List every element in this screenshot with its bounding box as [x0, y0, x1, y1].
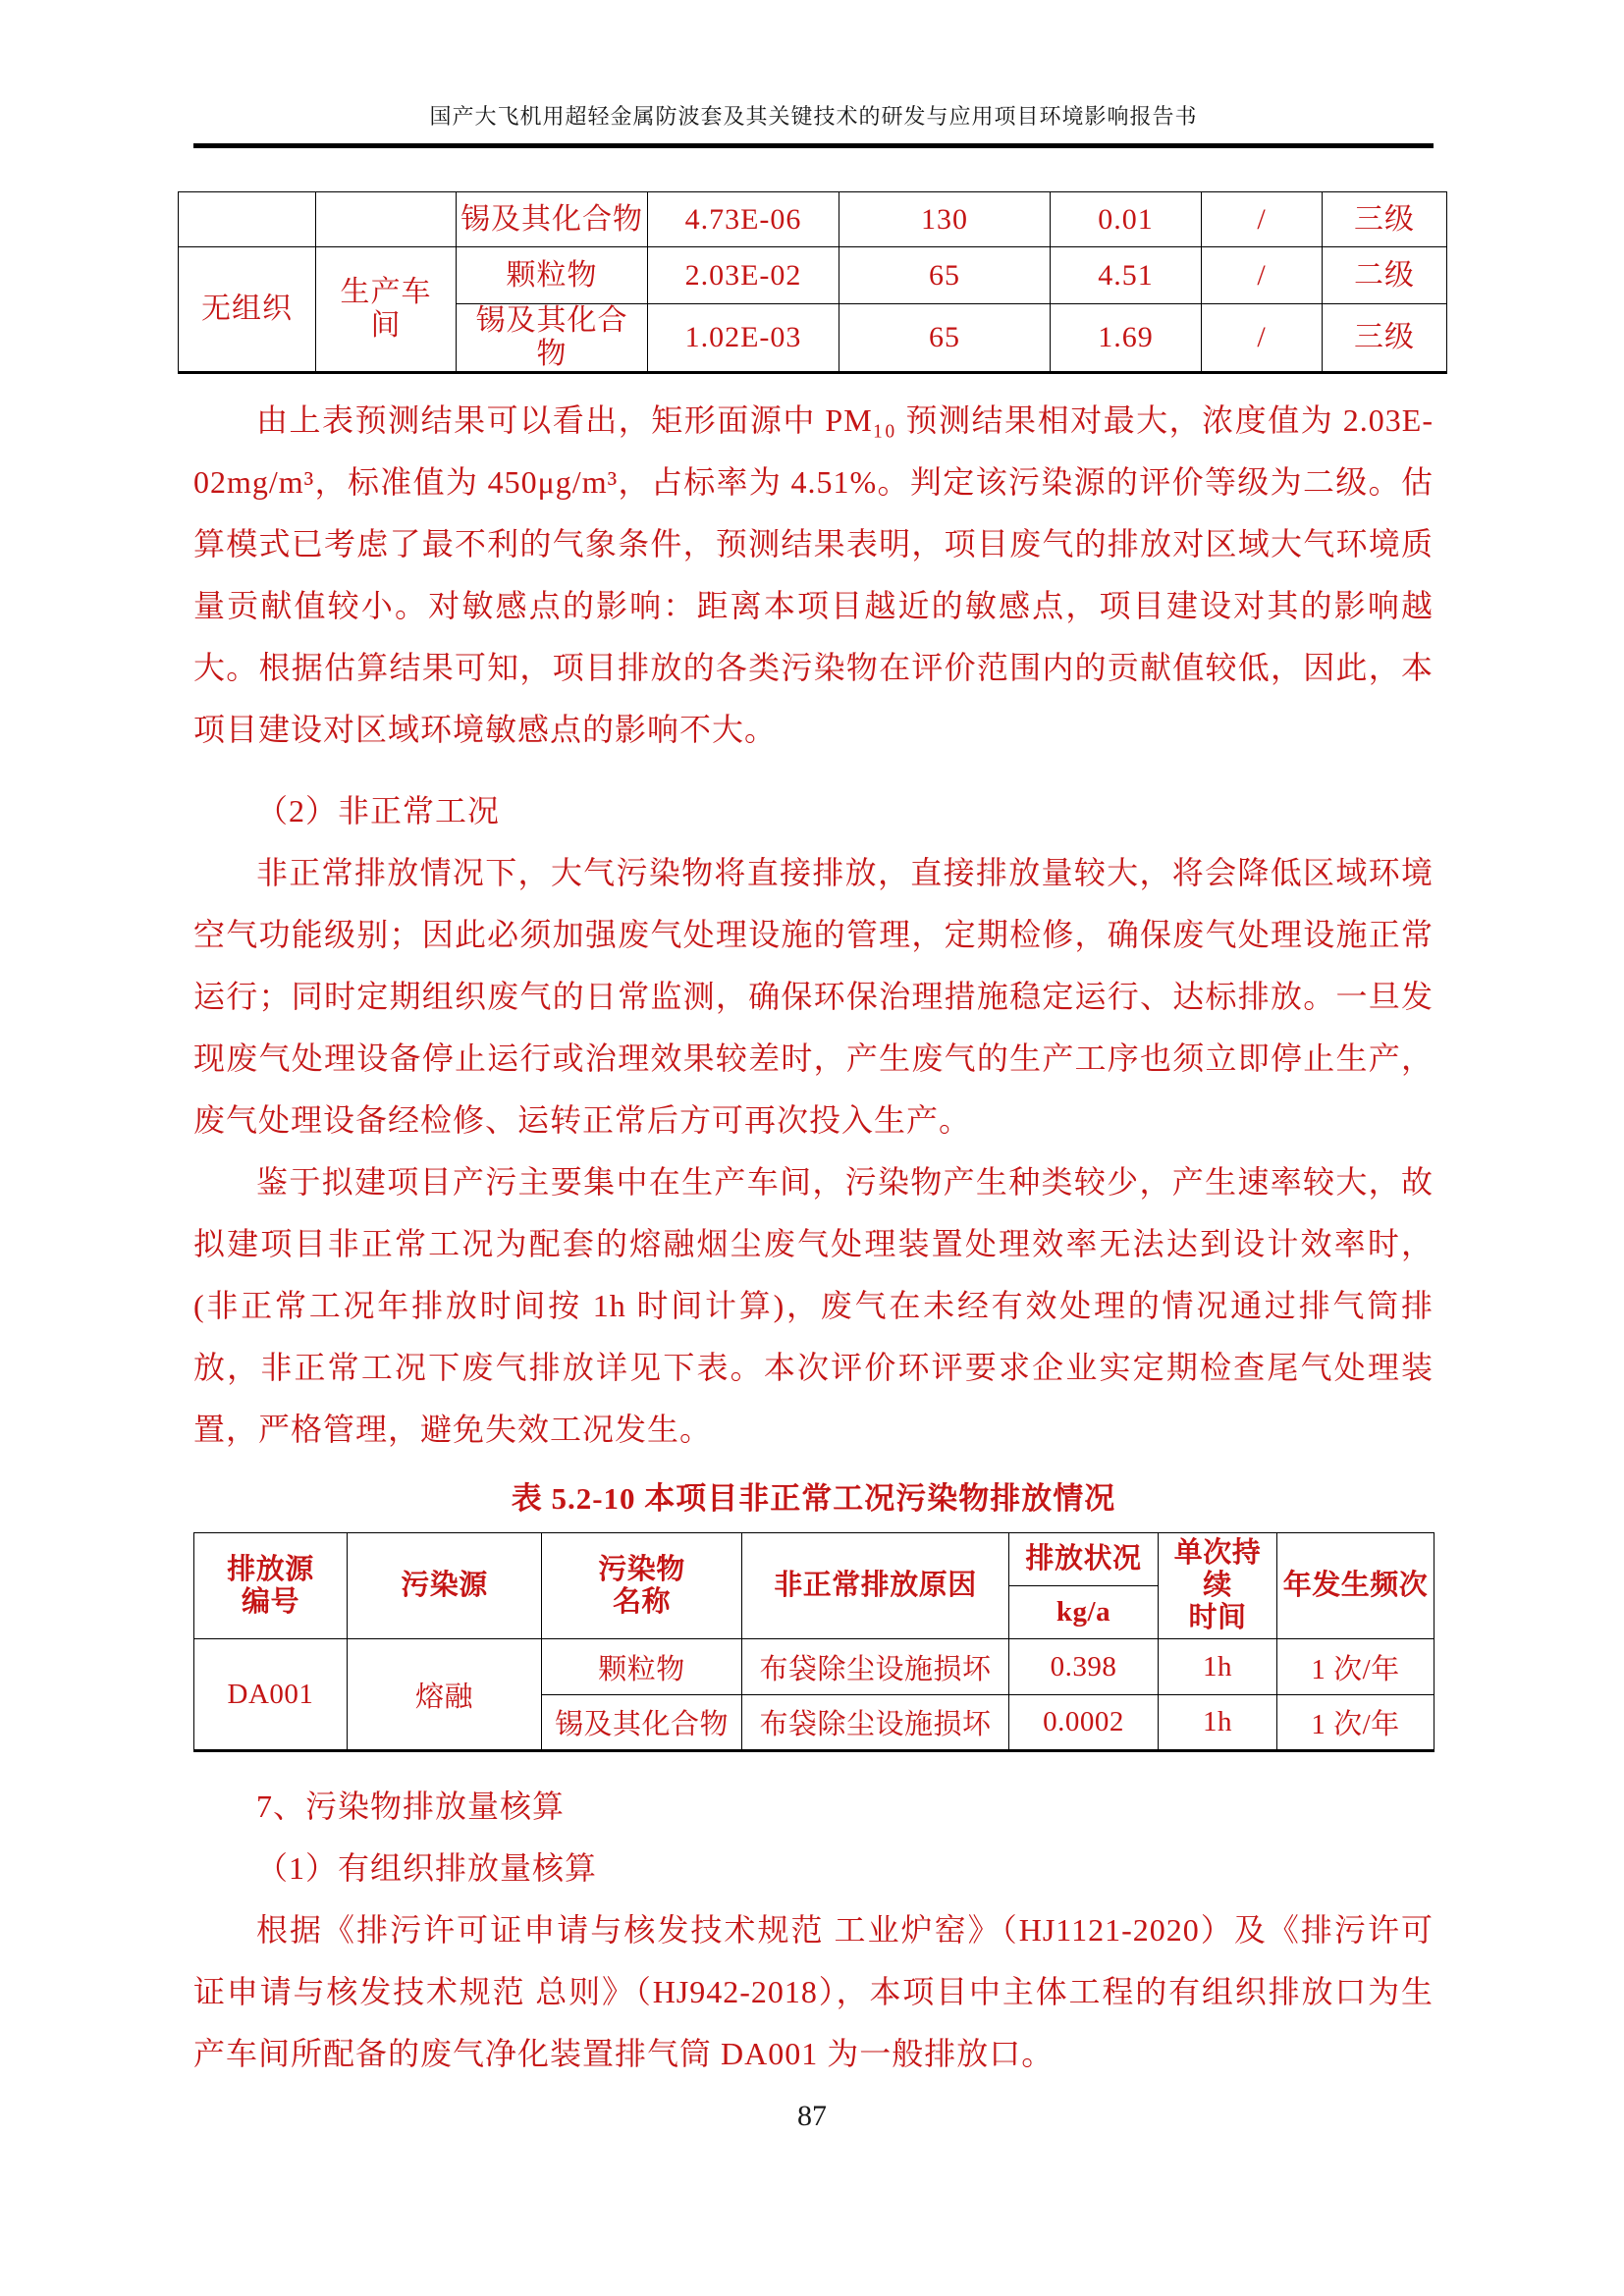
table-row: [194, 1639, 1435, 1695]
cell-standard: 65: [839, 247, 1051, 304]
cell-source-id: DA001: [194, 1639, 348, 1751]
cell-pollutant: 锡及其化合 物: [457, 304, 648, 373]
cell-source: 生产车 间: [316, 247, 457, 373]
cell-pollutant: 颗粒物: [542, 1639, 742, 1695]
cell-reason: 布袋除尘设施损坏: [742, 1639, 1009, 1695]
cell-ratio: 1.69: [1051, 304, 1202, 373]
cell-rate: 2.03E-02: [648, 247, 839, 304]
table-header-row: [194, 1533, 1435, 1586]
header-rule: [193, 143, 1434, 148]
header-source: 污染源: [348, 1533, 542, 1639]
cell-distance: /: [1202, 247, 1323, 304]
document-header-title: 国产大飞机用超轻金属防波套及其关键技术的研发与应用项目环境影响报告书: [429, 104, 1198, 129]
header-pollutant: 污染物 名称: [542, 1533, 742, 1639]
cell-pollutant: 颗粒物: [457, 247, 648, 304]
cell-amount: 0.398: [1009, 1639, 1159, 1695]
cell-empty: [316, 192, 457, 247]
cell-frequency: 1 次/年: [1277, 1695, 1435, 1751]
header-duration: 单次持续 时间: [1159, 1533, 1277, 1639]
cell-distance: /: [1202, 304, 1323, 373]
cell-standard: 65: [839, 304, 1051, 373]
paragraph-prediction-summary: 由上表预测结果可以看出，矩形面源中 PM₁₀ 预测结果相对最大，浓度值为 2.03E-02mg/m³，标准值为 450μg/m³，占标率为 4.51%。判定该污染源的评价等级为二级。估算模式已考虑了最不利的气象条件，预测结果表明，项目废气的排放对区域大气环境质量贡献值较小。对敏感点的影响：距离本项目越近的敏感点，项目建设对其的影响越大。根据估算结果可知，项目排放的各类污染物在评价范围内的贡献值较低，因此，本项目建设对区域环境敏感点的影响不大。: [193, 402, 1434, 747]
cell-rate: 1.02E-03: [648, 304, 839, 373]
cell-distance: /: [1202, 192, 1323, 247]
paragraph-abnormal-scenario: 鉴于拟建项目产污主要集中在生产车间，污染物产生种类较少，产生速率较大，故拟建项目非正常工况为配套的熔融烟尘废气处理装置处理效率无法达到设计效率时，(非正常工况年排放时间按 1h 时间计算)，废气在未经有效处理的情况通过排气筒排放，非正常工况下废气排放详见下表。本次评价环评要求企业实定期检查尾气处理装置，严格管理，避免失效工况发生。: [193, 1164, 1434, 1447]
header-frequency: 年发生频次: [1277, 1533, 1435, 1639]
cell-level: 三级: [1323, 304, 1447, 373]
paragraph-permit-basis: 根据《排污许可证申请与核发技术规范 工业炉窑》（HJ1121-2020）及《排污许可证申请与核发技术规范 总则》（HJ942-2018），本项目中主体工程的有组织排放口为生产车间所配备的废气净化装置排气筒 DA001 为一般排放口。: [193, 1912, 1434, 2071]
header-source-id: 排放源 编号: [194, 1533, 348, 1639]
cell-standard: 130: [839, 192, 1051, 247]
abnormal-emission-table: [193, 1532, 1435, 1752]
cell-frequency: 1 次/年: [1277, 1639, 1435, 1695]
cell-ratio: 4.51: [1051, 247, 1202, 304]
subheading-abnormal-condition: （2）非正常工况: [256, 793, 501, 828]
cell-rate: 4.73E-06: [648, 192, 839, 247]
cell-empty: [179, 192, 316, 247]
header-status-unit: kg/a: [1009, 1586, 1159, 1639]
heading-section-7-1: （1）有组织排放量核算: [256, 1850, 598, 1886]
header-status: 排放状况: [1009, 1533, 1159, 1586]
page-number: 87: [797, 2100, 827, 2132]
cell-pollutant: 锡及其化合物: [542, 1695, 742, 1751]
heading-section-7: 7、污染物排放量核算: [256, 1789, 566, 1824]
cell-amount: 0.0002: [1009, 1695, 1159, 1751]
header-reason: 非正常排放原因: [742, 1533, 1009, 1639]
cell-ratio: 0.01: [1051, 192, 1202, 247]
table-title: 表 5.2-10 本项目非正常工况污染物排放情况: [511, 1481, 1116, 1516]
table-row: [179, 247, 1447, 304]
paragraph-abnormal-emission: 非正常排放情况下，大气污染物将直接排放，直接排放量较大，将会降低区域环境空气功能级别；因此必须加强废气处理设施的管理，定期检修，确保废气处理设施正常运行；同时定期组织废气的日常监测，确保环保治理措施稳定运行、达标排放。一旦发现废气处理设备停止运行或治理效果较差时，产生废气的生产工序也须立即停止生产，废气处理设备经检修、运转正常后方可再次投入生产。: [193, 855, 1434, 1138]
cell-source-type: 无组织: [179, 247, 316, 373]
cell-level: 二级: [1323, 247, 1447, 304]
cell-reason: 布袋除尘设施损坏: [742, 1695, 1009, 1751]
cell-pollutant: 锡及其化合物: [457, 192, 648, 247]
emission-prediction-table: [178, 191, 1447, 374]
cell-level: 三级: [1323, 192, 1447, 247]
cell-duration: 1h: [1159, 1639, 1277, 1695]
cell-source: 熔融: [348, 1639, 542, 1751]
cell-duration: 1h: [1159, 1695, 1277, 1751]
table-row: [179, 192, 1447, 247]
